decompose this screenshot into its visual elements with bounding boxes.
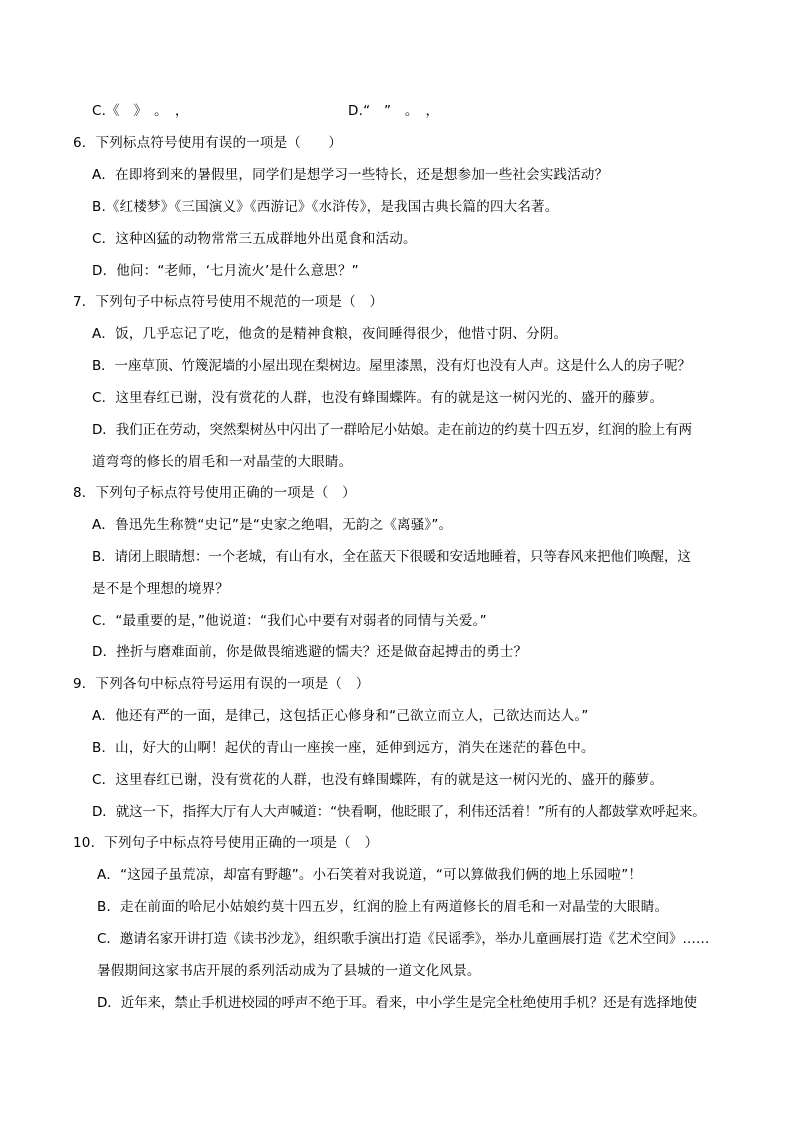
question-6-option-d: D．他问：“老师，‘七月流火’是什么意思？” [92, 263, 359, 279]
question-7-stem: 7．下列句子中标点符号使用不规范的一项是（ ） [73, 294, 384, 310]
question-9-option-d: D．就这一下，指挥大厅有人大声喊道：“快看啊，他眨眼了，利伟还活着！”所有的人都鼓掌欢呼起来。 [92, 804, 706, 820]
question-10-option-b: B．走在前面的哈尼小姑娘约莫十四五岁，红润的脸上有两道修长的眉毛和一对晶莹的大眼睛。 [97, 899, 669, 915]
question-8-option-b-line-2: 是不是个理想的境界？ [92, 581, 229, 597]
question-9-option-a: A．他还有严的一面，是律己，这包括正心修身和“己欲立而立人，己欲达而达人。” [92, 708, 589, 724]
question-7-option-b: B．一座草顶、竹篾泥墙的小屋出现在梨树边。屋里漆黑，没有灯也没有人声。这是什么人的房子呢？ [92, 358, 691, 374]
question-6-option-c: C．这种凶猛的动物常常三五成群地外出觅食和活动。 [92, 231, 417, 247]
question-10-stem: 10．下列句子中标点符号使用正确的一项是（ ） [73, 835, 379, 851]
question-9-option-c: C．这里春红已谢，没有赏花的人群，也没有蜂围蝶阵，有的就是这一树闪光的、盛开的藤萝。 [92, 772, 664, 788]
question-6-option-a: A．在即将到来的暑假里，同学们是想学习一些特长，还是想参加一些社会实践活动？ [92, 167, 609, 183]
question-8-option-b-line-1: B．请闭上眼睛想：一个老城，有山有水，全在蓝天下很暖和安适地睡着，只等春风来把他们唤醒，这 [92, 549, 691, 565]
question-7-option-d-line-1: D．我们正在劳动，突然梨树丛中闪出了一群哈尼小姑娘。走在前边的约莫十四五岁，红润的脸上有两 [92, 422, 692, 438]
question-6-option-b: B.《红楼梦》《三国演义》《西游记》《水浒传》，是我国古典长篇的四大名著。 [92, 199, 559, 215]
question-10-option-a: A．“这园子虽荒凉，却富有野趣”。小石笑着对我说道，“可以算做我们俩的地上乐园啦”！ [97, 867, 643, 883]
prev-option-d: D.“ ” 。 ， [348, 103, 440, 119]
question-10-option-d-line-1: D．近年来，禁止手机进校园的呼声不绝于耳。看来，中小学生是完全杜绝使用手机？还是有选择地使 [97, 995, 697, 1011]
question-8-option-d: D．挫折与磨难面前，你是做畏缩逃避的懦夫？还是做奋起搏击的勇士？ [92, 644, 528, 660]
question-8-option-c: C．“最重要的是，”他说道：“我们心中要有对弱者的同情与关爱。” [92, 613, 487, 629]
question-9-stem: 9．下列各句中标点符号运用有误的一项是（ ） [73, 676, 370, 692]
question-6-stem: 6．下列标点符号使用有误的一项是（ ） [73, 135, 343, 151]
question-10-option-c-line-1: C．邀请名家开讲打造《读书沙龙》，组织歌手演出打造《民谣季》，举办儿童画展打造《艺术空间》…… [97, 931, 710, 947]
question-10-option-c-line-2: 暑假期间这家书店开展的系列活动成为了县城的一道文化风景。 [97, 963, 481, 979]
question-7-option-a: A．饭，几乎忘记了吃，他贪的是精神食粮，夜间睡得很少，他惜寸阴、分阴。 [92, 326, 568, 342]
question-7-option-c: C．这里春红已谢，没有赏花的人群，也没有蜂围蝶阵。有的就是这一树闪光的、盛开的藤萝。 [92, 390, 664, 406]
question-8-stem: 8．下列句子标点符号使用正确的一项是（ ） [73, 485, 356, 501]
prev-option-c: C.《 》 。 ， [92, 103, 189, 119]
question-9-option-b: B．山，好大的山啊！起伏的青山一座挨一座，延伸到远方，消失在迷茫的暮色中。 [92, 740, 595, 756]
question-8-option-a: A．鲁迅先生称赞“史记”是“史家之绝唱，无韵之《离骚》”。 [92, 517, 453, 533]
question-7-option-d-line-2: 道弯弯的修长的眉毛和一对晶莹的大眼睛。 [92, 454, 353, 470]
